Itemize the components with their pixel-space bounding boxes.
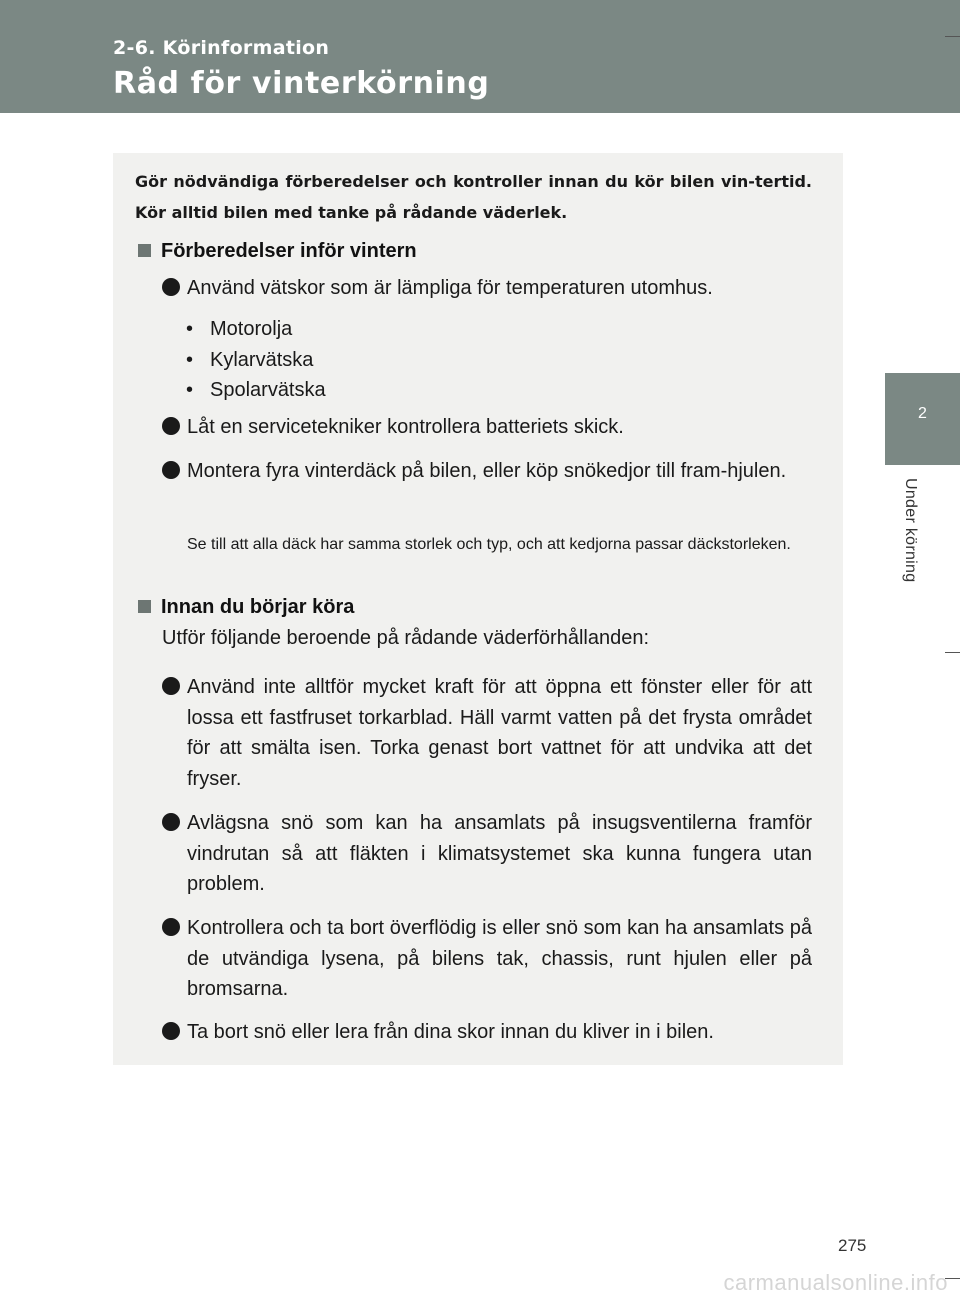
list-item xyxy=(162,1017,812,1048)
list-item xyxy=(162,913,812,1005)
square-bullet-icon xyxy=(138,244,151,257)
circle-bullet-icon xyxy=(162,278,180,296)
circle-bullet-icon xyxy=(162,461,180,479)
list-item-text: Använd inte alltför mycket kraft för att öppna ett fönster eller för att lossa ett fastfruset torkarblad. Häll varmt vatten på det frysta området för att smälta isen. Torka genast bort vattnet för att undvika att det fryser. xyxy=(187,676,812,790)
crop-mark xyxy=(945,652,960,653)
fluid-item: • Spolarvätska xyxy=(186,379,326,401)
list-item-text: Ta bort snö eller lera från dina skor innan du kliver in i bilen. xyxy=(187,1021,714,1043)
section-intro: Utför följande beroende på rådande väderförhållanden: xyxy=(162,627,650,649)
list-item-text: Låt en servicetekniker kontrollera batteriets skick. xyxy=(187,416,624,438)
circle-bullet-icon xyxy=(162,918,180,936)
section-label: 2-6. Körinformation xyxy=(113,37,330,59)
list-item-text: Kontrollera och ta bort överflödig is eller snö som kan ha ansamlats på de utvändiga lysena, på bilens tak, chassis, runt hjulen eller på bromsarna. xyxy=(187,917,812,1000)
chapter-label-container xyxy=(885,470,918,610)
page-title: Råd för vinterkörning xyxy=(113,66,490,101)
list-item-text: Montera fyra vinterdäck på bilen, eller köp snökedjor till fram-hjulen. xyxy=(187,460,787,482)
page-number: 275 xyxy=(838,1236,867,1255)
list-item xyxy=(162,456,812,487)
fluid-item-text: Spolarvätska xyxy=(210,379,326,401)
intro-text: Gör nödvändiga förberedelser och kontroller innan du kör bilen vin-tertid. Kör alltid bilen med tanke på rådande väderlek. xyxy=(135,172,812,222)
circle-bullet-icon xyxy=(162,417,180,435)
list-item-text: Avlägsna snö som kan ha ansamlats på insugsventilerna framför vindrutan så att fläkten i klimatsystemet ska kunna fungera utan problem. xyxy=(187,812,812,895)
chapter-tab xyxy=(885,373,960,465)
list-item-text: Använd vätskor som är lämpliga för temperaturen utomhus. xyxy=(187,277,713,299)
circle-bullet-icon xyxy=(162,1022,180,1040)
circle-bullet-icon xyxy=(162,677,180,695)
fluid-item: • Kylarvätska xyxy=(186,349,314,371)
square-bullet-icon xyxy=(138,600,151,613)
section-heading xyxy=(138,596,354,619)
list-item xyxy=(162,808,812,900)
chapter-label: Under körning xyxy=(902,478,919,583)
chapter-number: 2 xyxy=(918,405,927,422)
section-heading xyxy=(138,240,417,263)
circle-bullet-icon xyxy=(162,813,180,831)
fluid-item-text: Motorolja xyxy=(210,318,293,340)
watermark: carmanualsonline.info xyxy=(723,1270,948,1295)
list-item xyxy=(162,672,812,794)
fluid-item-text: Kylarvätska xyxy=(210,349,314,371)
fluid-item: • Motorolja xyxy=(186,318,293,340)
list-item xyxy=(162,273,812,304)
crop-mark xyxy=(945,36,960,37)
note-text: Se till att alla däck har samma storlek och typ, och att kedjorna passar däckstorleken. xyxy=(187,536,791,553)
section-heading-text: Innan du börjar köra xyxy=(161,596,355,618)
list-item xyxy=(162,412,812,443)
section-heading-text: Förberedelser inför vintern xyxy=(161,240,417,262)
